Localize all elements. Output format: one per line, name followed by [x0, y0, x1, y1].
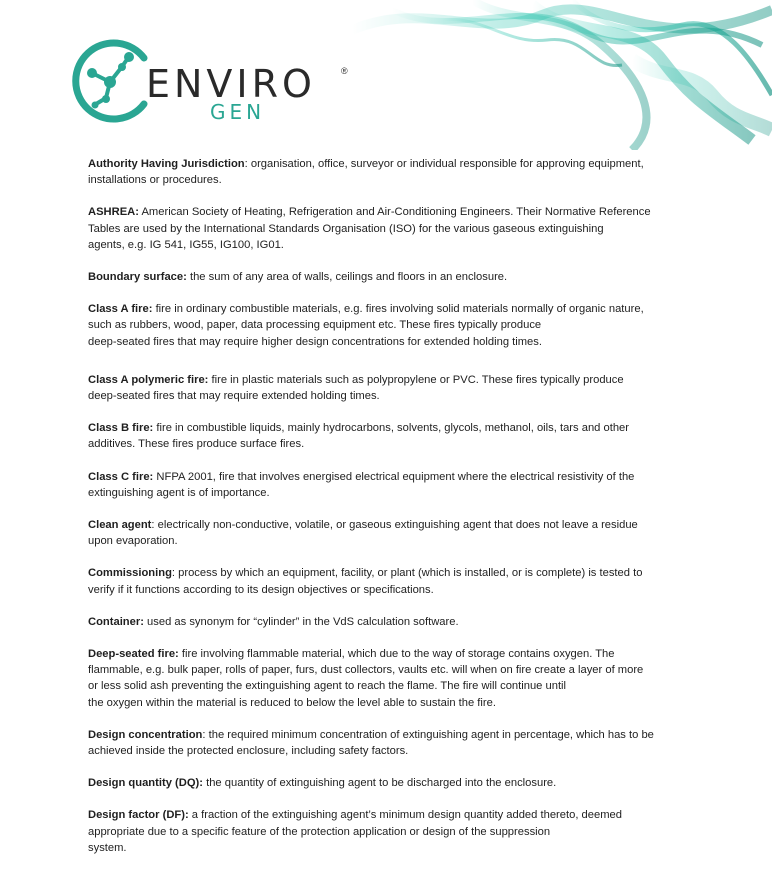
definition-line: agents, e.g. IG 541, IG55, IG100, IG01.: [88, 238, 284, 251]
logo-wordmark: ENVIRO: [146, 62, 316, 106]
definition-line: fire in combustible liquids, mainly hydrocarbons, solvents, glycols, methanol, oils, tars and other: [156, 422, 629, 435]
glossary-entry: [88, 517, 700, 549]
definition-line: verify if it functions according to its design objectives or specifications.: [88, 583, 434, 596]
term-separator: :: [202, 728, 209, 741]
definition-line: the quantity of extinguishing agent to be discharged into the enclosure.: [206, 777, 557, 790]
definition-line: upon evaporation.: [88, 535, 178, 548]
definition-line: organisation, office, surveyor or individual responsible for approving equipment,: [250, 158, 644, 170]
glossary-entry: [88, 727, 700, 759]
definition-line: deep-seated fires that may require higher design concentrations for extended holding times.: [88, 335, 542, 348]
glossary-term: Authority Having Jurisdiction: [88, 158, 245, 170]
definition-line: or less solid ash preventing the extinguishing agent to reach the flame. The fire will continue until: [88, 680, 567, 693]
glossary-term: Class A polymeric fire:: [88, 373, 209, 386]
definition-line: appropriate due to a specific feature of the protection application or design of the suppression: [88, 825, 551, 838]
glossary-entry: [88, 565, 700, 597]
definition-line: additives. These fires produce surface fires.: [88, 438, 305, 451]
glossary-term: Class A fire:: [88, 303, 153, 316]
definition-line: a fraction of the extinguishing agent’s minimum design quantity added thereto, deemed: [191, 809, 622, 822]
glossary-entry: [88, 807, 700, 856]
glossary-term: ASHREA:: [88, 206, 139, 219]
glossary-term: Class C fire:: [88, 470, 154, 483]
glossary-term: Design factor (DF):: [88, 809, 189, 822]
definition-line: fire involving flammable material, which due to the way of storage contains oxygen. The: [181, 648, 615, 661]
glossary-entry: [88, 269, 700, 285]
glossary-entry: [88, 301, 700, 350]
glossary-entry: [88, 469, 700, 501]
logo-subtitle: GEN: [210, 100, 266, 124]
definition-line: system.: [88, 841, 127, 854]
molecule-icon: [66, 36, 156, 126]
term-separator: :: [171, 567, 179, 580]
glossary-list: [88, 156, 700, 872]
registered-mark: ®: [341, 66, 348, 76]
term-separator: :: [244, 158, 251, 170]
term-separator: :: [151, 519, 158, 532]
definition-line: used as synonym for “cylinder” in the VdS calculation software.: [147, 615, 459, 628]
definition-line: deep-seated fires that may require extended holding times.: [88, 390, 380, 403]
definition-line: the required minimum concentration of extinguishing agent in percentage, which has to be: [208, 728, 654, 741]
definition-line: process by which an equipment, facility, or plant (which is installed, or is complete) is tested to: [178, 567, 643, 580]
definition-line: the sum of any area of walls, ceilings and floors in an enclosure.: [189, 271, 508, 284]
definition-line: achieved inside the protected enclosure, including safety factors.: [88, 745, 409, 758]
definition-line: NFPA 2001, fire that involves energised electrical equipment where the electrical resistivity of the: [156, 470, 635, 483]
glossary-term: Commissioning: [88, 567, 172, 580]
definition-line: extinguishing agent is of importance.: [88, 486, 270, 499]
glossary-term: Clean agent: [88, 519, 152, 532]
glossary-entry: [88, 614, 700, 630]
glossary-entry: [88, 204, 700, 253]
glossary-term: Boundary surface:: [88, 271, 187, 284]
envirogen-logo: [66, 36, 366, 126]
glossary-entry: [88, 646, 700, 711]
glossary-term: Class B fire:: [88, 422, 154, 435]
glossary-term: Design concentration: [88, 728, 203, 741]
definition-line: the oxygen within the material is reduced to below the level able to sustain the fire.: [88, 696, 496, 709]
glossary-term: Design quantity (DQ):: [88, 777, 203, 790]
definition-line: flammable, e.g. bulk paper, rolls of paper, furs, dust collectors, vaults etc. will when on fire create a layer of more: [88, 664, 644, 677]
definition-line: fire in plastic materials such as polypropylene or PVC. These fires typically produce: [211, 373, 624, 386]
glossary-entry: [88, 775, 700, 791]
definition-line: fire in ordinary combustible materials, e.g. fires involving solid materials normally of organic nature,: [155, 303, 644, 316]
glossary-entry: [88, 372, 700, 404]
definition-line: installations or procedures.: [88, 174, 222, 187]
glossary-term: Container:: [88, 615, 144, 628]
definition-line: American Society of Heating, Refrigeration and Air-Conditioning Engineers. Their Normative Reference: [141, 206, 651, 219]
teal-smoke-graphic: [332, 0, 772, 150]
glossary-entry: [88, 420, 700, 452]
glossary-term: Deep-seated fire:: [88, 648, 179, 661]
glossary-entry: [88, 156, 700, 188]
definition-line: Tables are used by the International Standards Organisation (ISO) for the various gaseous extinguishing: [88, 222, 604, 235]
definition-line: such as rubbers, wood, paper, data processing equipment etc. These fires typically produce: [88, 319, 542, 332]
definition-line: electrically non-conductive, volatile, or gaseous extinguishing agent that does not leave a residue: [157, 519, 638, 532]
